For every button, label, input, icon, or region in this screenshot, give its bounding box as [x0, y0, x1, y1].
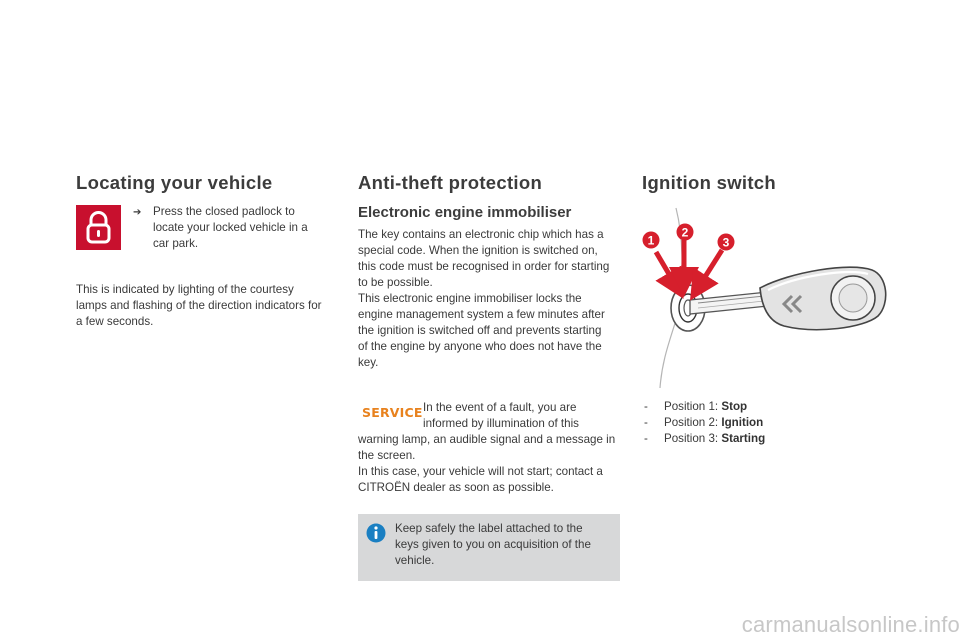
fault-rest: warning lamp, an audible signal and a message in the screen. [358, 433, 616, 462]
padlock-button-image [76, 205, 121, 250]
antitheft-title: Anti-theft protection [358, 172, 543, 193]
indicated-text: This is indicated by lighting of the courtesy lamps and flashing of the direction indicators for a few seconds. [76, 283, 322, 328]
ignition-key-illustration [640, 200, 890, 390]
position-3-value: Starting [721, 432, 766, 445]
fault-line-2: informed by illumination of this [423, 417, 579, 430]
position-row-1 [644, 400, 747, 413]
locating-title: Locating your vehicle [76, 172, 273, 193]
info-icon [366, 523, 386, 543]
marker-1-label: 1 [647, 233, 655, 248]
service-warning-lamp: SERVICE [362, 405, 423, 420]
marker-2 [677, 224, 694, 241]
marker-3-label: 3 [722, 235, 730, 250]
marker-2-label: 2 [681, 225, 689, 240]
padlock-icon [76, 205, 121, 250]
marker-3 [718, 234, 735, 251]
immobiliser-para1: The key contains an electronic chip which has a special code. When the ignition is switched on, this code must be recognised in order for starting to be possible. [358, 228, 610, 289]
position-2-dash: - [644, 416, 648, 429]
bullet-arrow-icon: ➔ [133, 207, 142, 218]
info-text: Keep safely the label attached to the keys given to you on acquisition of the vehicle. [395, 522, 591, 567]
fault-continued [358, 432, 622, 496]
position-1-dash: - [644, 400, 648, 413]
position-2-label: Position 2: [664, 416, 722, 429]
marker-1 [643, 232, 660, 249]
immobiliser-subtitle: Electronic engine immobiliser [358, 204, 572, 221]
position-3-label: Position 3: [664, 432, 722, 445]
immobiliser-description [358, 227, 612, 371]
press-padlock-text: Press the closed padlock to locate your locked vehicle in a car park. [153, 205, 308, 250]
fault-contact: In this case, your vehicle will not start; contact a CITROËN dealer as soon as possible. [358, 465, 603, 494]
position-1-label: Position 1: [664, 400, 722, 413]
ignition-title: Ignition switch [642, 172, 776, 193]
position-2-value: Ignition [721, 416, 764, 429]
position-3-dash: - [644, 432, 648, 445]
position-row-2 [644, 416, 763, 429]
position-row-3 [644, 432, 765, 445]
watermark: carmanualsonline.info [741, 612, 960, 637]
fault-line-1: In the event of a fault, you are [423, 401, 577, 414]
position-1-value: Stop [721, 400, 748, 413]
fault-intro [423, 400, 623, 432]
immobiliser-para2: This electronic engine immobiliser locks the engine management system a few minutes after the ignition is switched off and prevents starting of the engine by anyone who does not have the key. [358, 292, 605, 369]
